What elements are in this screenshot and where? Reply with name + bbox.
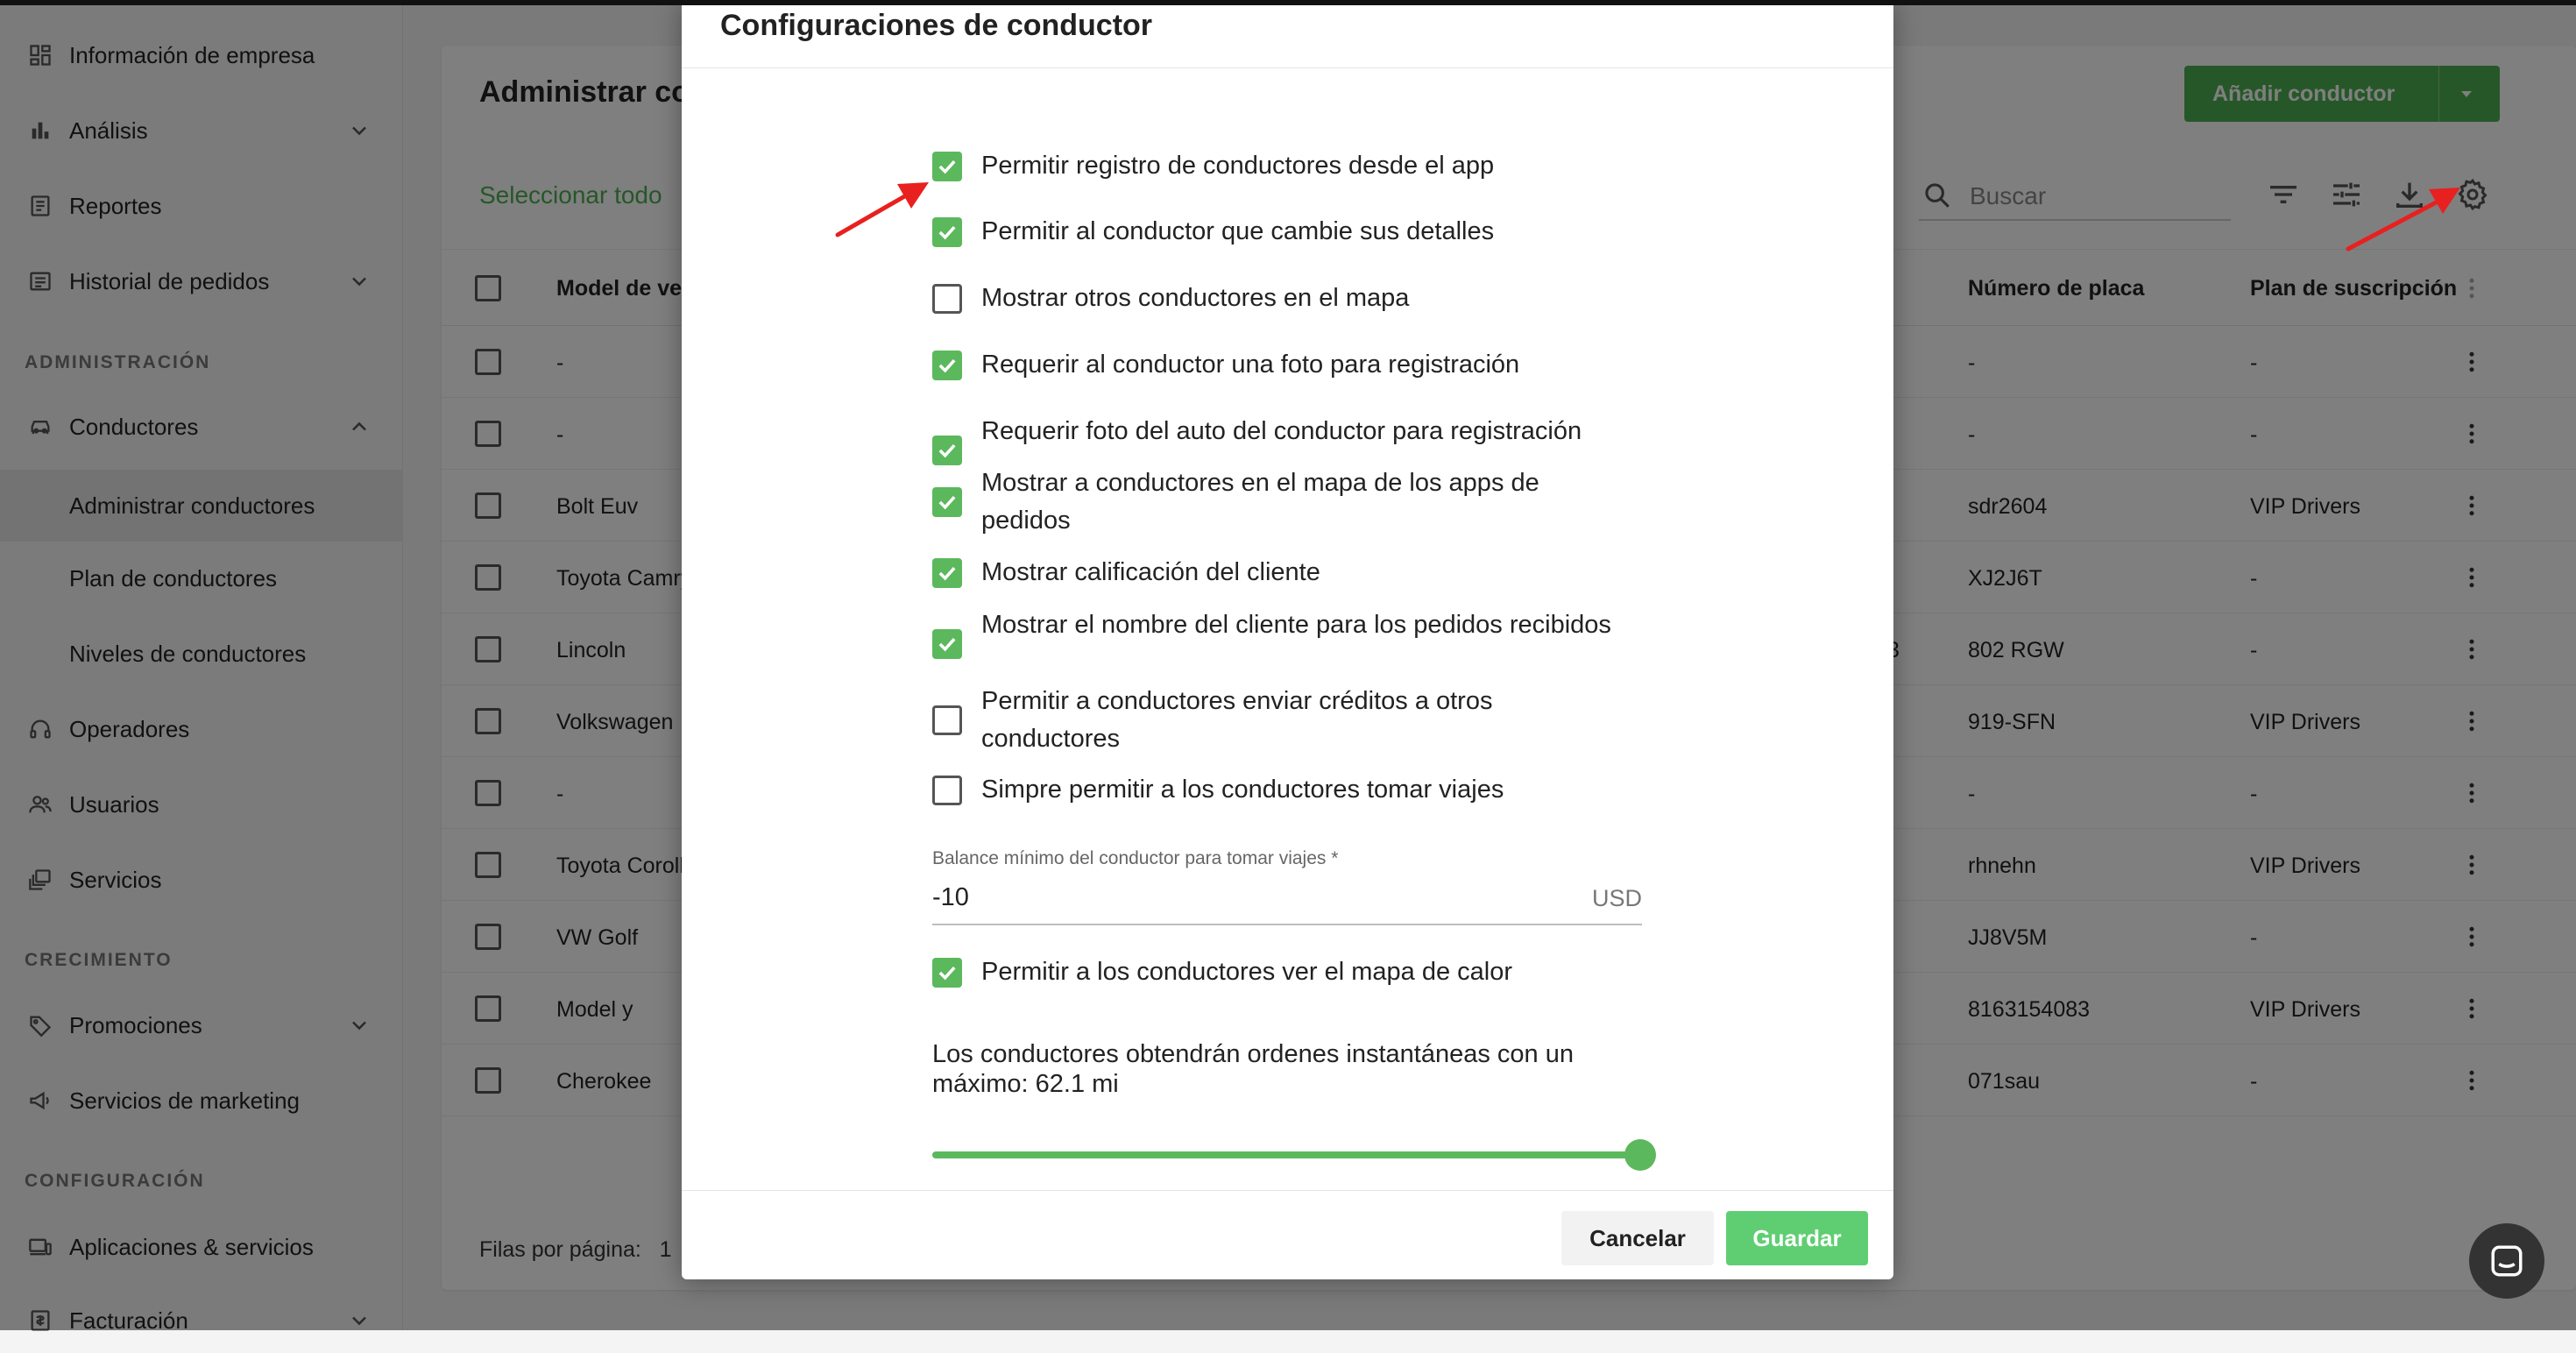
slider-track: [932, 1151, 1640, 1158]
slider-description: Los conductores obtendrán ordenes instantáneas con un máximo: 62.1 mi: [932, 1040, 1574, 1098]
annotation-arrow-icon: [834, 172, 932, 242]
option-label: Permitir a conductores enviar créditos a otros conductores: [981, 687, 1493, 753]
option-label: Permitir a los conductores ver el mapa de calor: [981, 958, 1513, 986]
checkbox-checked[interactable]: [932, 217, 962, 247]
option-label: Requerir al conductor una foto para registración: [981, 351, 1520, 379]
option-label: Requerir foto del auto del conductor para registración: [981, 417, 1582, 445]
checkbox-checked[interactable]: [932, 436, 962, 465]
balance-unit: USD: [1591, 885, 1642, 911]
option-label: Mostrar el nombre del cliente para los pedidos recibidos: [981, 611, 1611, 639]
option-label: Permitir al conductor que cambie sus detalles: [981, 217, 1495, 245]
balance-field: [932, 876, 1642, 925]
option-label: Mostrar otros conductores en el mapa: [981, 284, 1410, 312]
checkbox-checked[interactable]: [932, 558, 962, 588]
checkbox-checked[interactable]: [932, 351, 962, 380]
checkbox-unchecked[interactable]: [932, 776, 962, 805]
balance-input[interactable]: [932, 880, 1546, 915]
driver-settings-modal: [682, 0, 1893, 1279]
chat-icon: [2488, 1243, 2525, 1279]
modal-title: Configuraciones de conductor: [720, 9, 1153, 42]
option-label: Simpre permitir a los conductores tomar viajes: [981, 776, 1504, 804]
modal-divider: [682, 67, 1893, 68]
modal-footer: [682, 1190, 1893, 1279]
option-label: Mostrar calificación del cliente: [981, 558, 1320, 586]
annotation-arrow-icon: [2345, 175, 2467, 254]
chat-launcher-button[interactable]: [2469, 1223, 2544, 1299]
max-distance-slider[interactable]: [932, 1139, 1640, 1171]
checkbox-checked[interactable]: [932, 487, 962, 517]
checkbox-checked[interactable]: [932, 958, 962, 988]
checkbox-checked[interactable]: [932, 629, 962, 659]
option-label: Mostrar a conductores en el mapa de los apps de pedidos: [981, 469, 1539, 535]
option-label: Permitir registro de conductores desde el app: [981, 152, 1495, 180]
checkbox-unchecked[interactable]: [932, 284, 962, 314]
cancel-button[interactable]: Cancelar: [1561, 1211, 1714, 1265]
checkbox-checked[interactable]: [932, 152, 962, 181]
top-border: [0, 0, 2576, 5]
slider-thumb[interactable]: [1624, 1139, 1656, 1171]
save-button[interactable]: Guardar: [1726, 1211, 1868, 1265]
balance-label: Balance mínimo del conductor para tomar viajes *: [932, 848, 1339, 868]
checkbox-unchecked[interactable]: [932, 705, 962, 735]
